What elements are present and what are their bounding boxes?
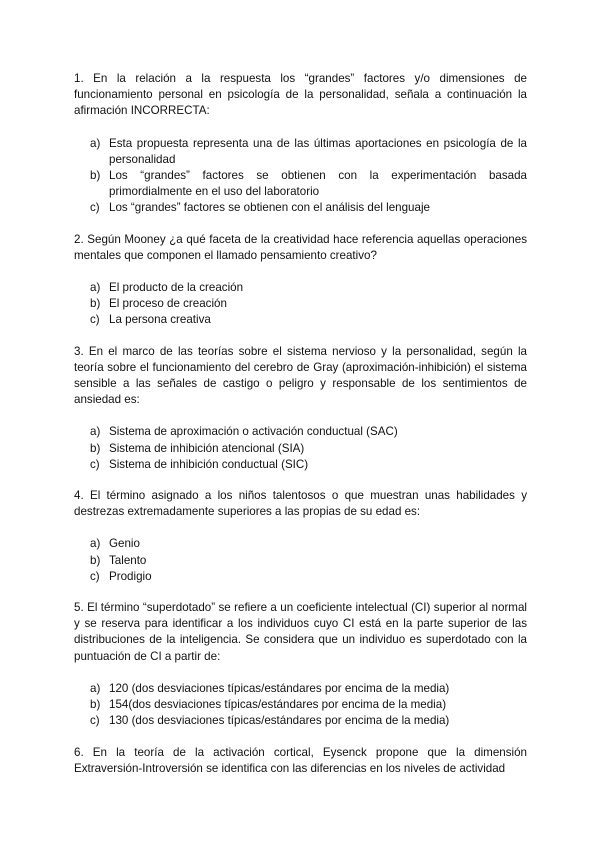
option-letter: a): [90, 425, 101, 439]
option-text: Sistema de inhibición atencional (SIA): [109, 441, 305, 455]
option-letter: b): [90, 169, 101, 183]
option-list: [74, 424, 527, 473]
option-letter: b): [90, 441, 101, 455]
question-text: 2. Según Mooney ¿a qué faceta de la creatividad hace referencia aquellas operaciones mentales que componen el llamado pensamiento creativo?: [74, 232, 527, 262]
option-item: [74, 569, 527, 585]
option-item: [74, 424, 527, 440]
option-letter: c): [90, 313, 100, 327]
option-text: 130 (dos desviaciones típicas/estándares por encima de la media): [109, 714, 450, 728]
option-item: [74, 200, 527, 216]
option-text: 120 (dos desviaciones típicas/estándares por encima de la media): [109, 681, 450, 695]
option-text: Los “grandes” factores se obtienen con la experimentación basada primordialmente en el uso del laboratorio: [109, 169, 527, 199]
option-text: La persona creativa: [109, 313, 211, 327]
option-item: [74, 553, 527, 569]
option-list: [74, 136, 527, 217]
question-text: 1. En la relación a la respuesta los “grandes” factores y/o dimensiones de funcionamiento personal en psicología de la personalidad, señala a continuación la afirmación INCORRECTA:: [74, 72, 527, 118]
option-letter: c): [90, 569, 100, 583]
question-text: 5. El término “superdotado” se refiere a un coeficiente intelectual (CI) superior al normal y se reserva para identificar a los individuos cuyo CI está en la parte superior de las distribuciones de la inteligencia. Se considera que un individuo es superdotado con la puntuación de CI a partir de:: [74, 601, 527, 663]
option-text: Prodigio: [109, 569, 152, 583]
option-text: Sistema de aproximación o activación conductual (SAC): [109, 425, 398, 439]
option-list: [74, 280, 527, 329]
option-letter: a): [90, 136, 101, 150]
question-5: [74, 600, 527, 729]
option-letter: b): [90, 553, 101, 567]
option-text: Talento: [109, 553, 147, 567]
option-item: [74, 536, 527, 552]
option-letter: a): [90, 537, 101, 551]
option-text: Esta propuesta representa una de las últimas aportaciones en psicología de la personalidad: [109, 136, 527, 166]
option-item: [74, 136, 527, 168]
option-letter: c): [90, 714, 100, 728]
question-1: [74, 71, 527, 217]
option-letter: b): [90, 297, 101, 311]
option-item: [74, 697, 527, 713]
option-text: Sistema de inhibición conductual (SIC): [109, 457, 309, 471]
option-item: [74, 296, 527, 312]
option-item: [74, 168, 527, 200]
option-item: [74, 312, 527, 328]
question-text: 6. En la teoría de la activación cortical, Eysenck propone que la dimensión Extraversión-Introversión se identifica con las diferencias en los niveles de actividad: [74, 745, 527, 775]
question-2: [74, 232, 527, 329]
option-letter: b): [90, 698, 101, 712]
question-text: 3. En el marco de las teorías sobre el sistema nervioso y la personalidad, según la teoría sobre el funcionamiento del cerebro de Gray (aproximación-inhibición) el sistema sensible a las señales de castigo o peligro y responsable de los sentimientos de ansiedad es:: [74, 344, 527, 407]
option-item: [74, 713, 527, 729]
option-letter: a): [90, 281, 101, 295]
option-list: [74, 536, 527, 585]
option-letter: c): [90, 201, 100, 215]
option-text: Los “grandes” factores se obtienen con el análisis del lenguaje: [109, 201, 430, 215]
option-letter: c): [90, 457, 100, 471]
option-text: El producto de la creación: [109, 281, 244, 295]
option-text: El proceso de creación: [109, 297, 227, 311]
option-item: [74, 441, 527, 457]
option-item: [74, 681, 527, 697]
document-page: [74, 71, 527, 777]
option-text: Genio: [109, 537, 140, 551]
question-text: 4. El término asignado a los niños talentosos o que muestran unas habilidades y destrezas extremadamente superiores a las propias de su edad es:: [74, 489, 527, 519]
question-6: [74, 745, 527, 777]
option-letter: a): [90, 681, 101, 695]
option-item: [74, 457, 527, 473]
option-text: 154(dos desviaciones típicas/estándares por encima de la media): [109, 698, 447, 712]
option-item: [74, 280, 527, 296]
question-3: [74, 344, 527, 473]
question-4: [74, 488, 527, 585]
option-list: [74, 681, 527, 730]
